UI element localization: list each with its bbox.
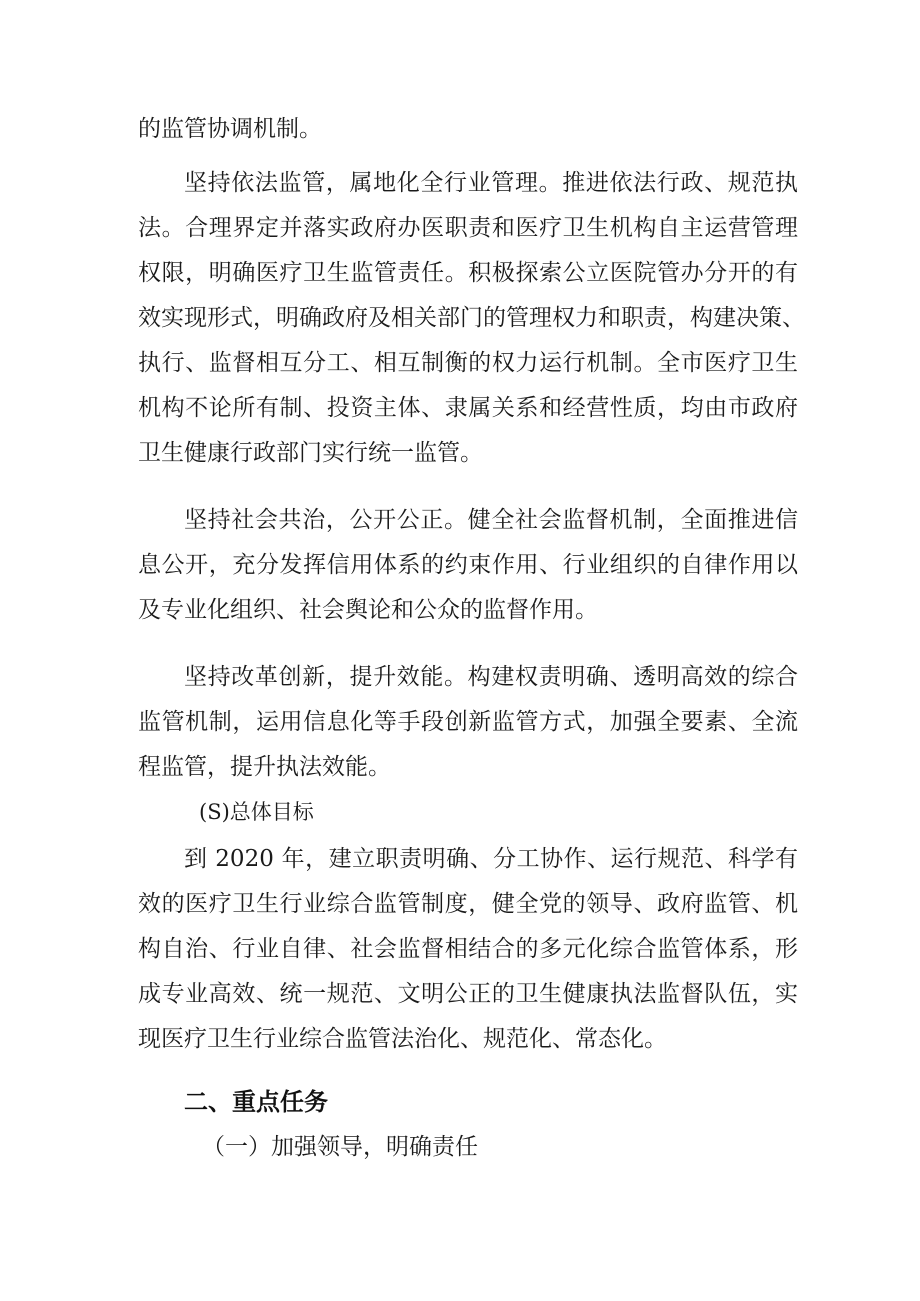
paragraph-line: 法。合理界定并落实政府办医职责和医疗卫生机构自主运营管理	[138, 215, 798, 241]
paragraph-line: 坚持社会共治，公开公正。健全社会监督机制，全面推进信	[184, 507, 798, 533]
paragraph-line: 的监管协调机制。	[138, 116, 322, 142]
paragraph-line: 坚持依法监管，属地化全行业管理。推进依法行政、规范执	[184, 170, 798, 196]
paragraph-line: 机构不论所有制、投资主体、隶属关系和经营性质，均由市政府	[138, 395, 798, 421]
paragraph-line: 息公开，充分发挥信用体系的约束作用、行业组织的自律作用以	[138, 552, 798, 578]
paragraph-line: 效的医疗卫生行业综合监管制度，健全党的领导、政府监管、机	[138, 891, 798, 917]
paragraph-line: 现医疗卫生行业综合监管法治化、规范化、常态化。	[138, 1026, 667, 1052]
paragraph-line: 及专业化组织、社会舆论和公众的监督作用。	[138, 597, 598, 623]
paragraph-line: 权限，明确医疗卫生监管责任。积极探索公立医院管办分开的有	[138, 260, 798, 286]
paragraph-line: 坚持改革创新，提升效能。构建权责明确、透明高效的综合	[184, 664, 798, 690]
paragraph-line: 效实现形式，明确政府及相关部门的管理权力和职责，构建决策、	[138, 305, 805, 331]
paragraph-line: 卫生健康行政部门实行统一监管。	[138, 440, 483, 466]
paragraph-line: 成专业高效、统一规范、文明公正的卫生健康执法监督队伍，实	[138, 981, 798, 1007]
section-heading: 二、重点任务	[184, 1088, 328, 1116]
subheading-overall-goal: (S)总体目标	[199, 800, 314, 824]
paragraph-line: 构自治、行业自律、社会监督相结合的多元化综合监管体系，形	[138, 936, 798, 962]
paragraph-line: 程监管，提升执法效能。	[138, 754, 391, 780]
paragraph-line: 执行、监督相互分工、相互制衡的权力运行机制。全市医疗卫生	[138, 350, 798, 376]
subsection-heading: （一）加强领导，明确责任	[202, 1134, 478, 1160]
paragraph-line: 监管机制，运用信息化等手段创新监管方式，加强全要素、全流	[138, 709, 798, 735]
paragraph-line: 到 2020 年，建立职责明确、分工协作、运行规范、科学有	[184, 846, 798, 872]
